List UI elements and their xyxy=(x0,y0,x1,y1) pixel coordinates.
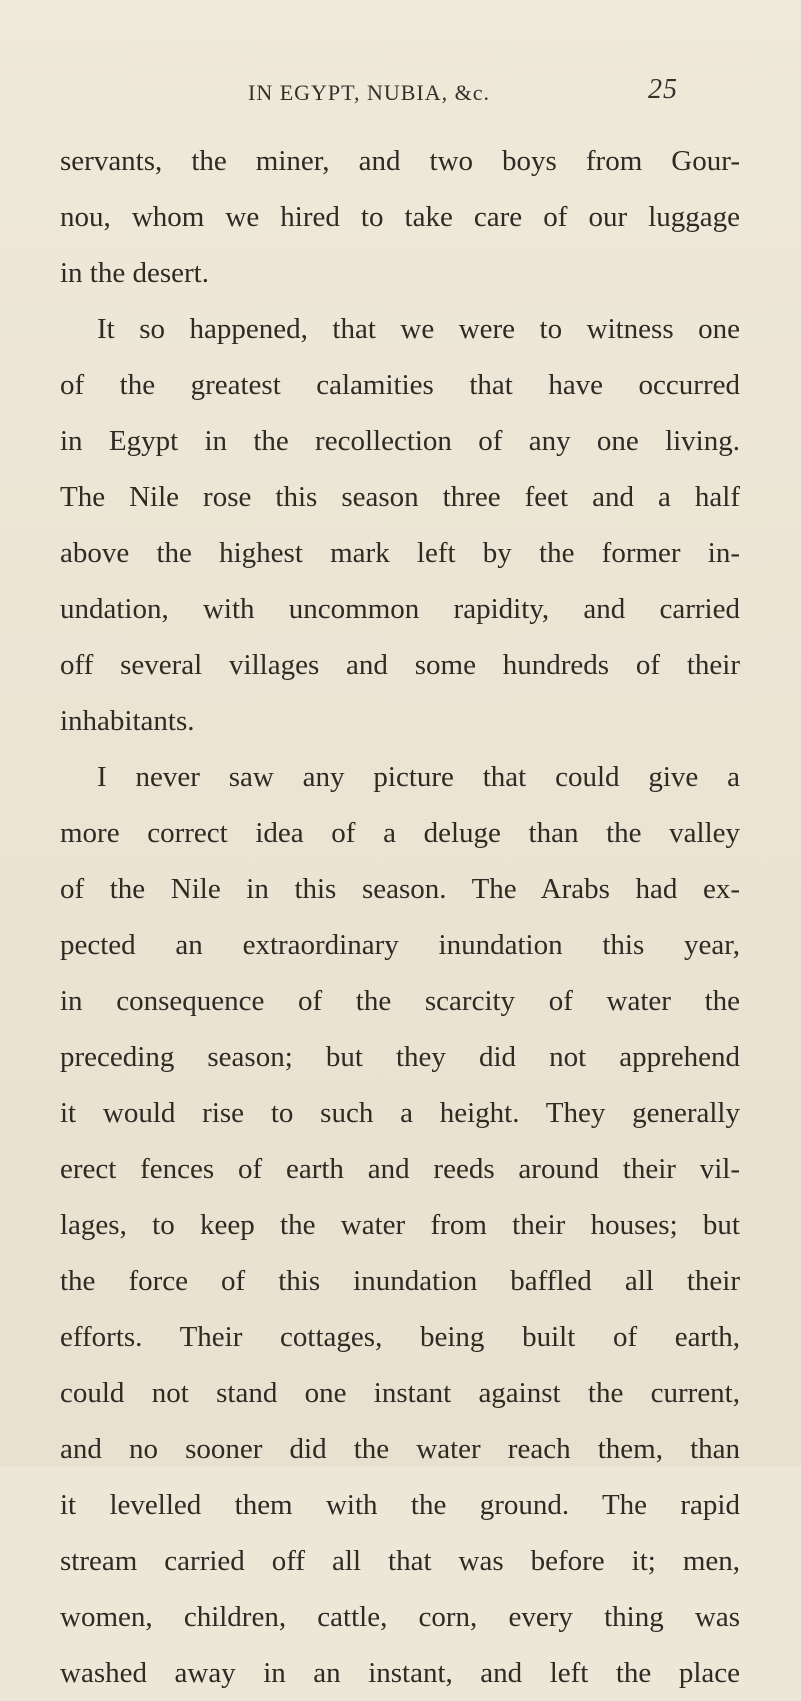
text-line: erect fences of earth and reeds around their vil- xyxy=(60,1153,740,1185)
text-line: I never saw any picture that could give a xyxy=(97,761,740,793)
text-line: nou, whom we hired to take care of our luggage xyxy=(60,201,740,233)
text-line: efforts. Their cottages, being built of earth, xyxy=(60,1321,740,1353)
text-line: off several villages and some hundreds of their xyxy=(60,649,740,681)
text-line: servants, the miner, and two boys from Gour- xyxy=(60,145,740,177)
text-line: could not stand one instant against the current, xyxy=(60,1377,740,1409)
text-line: pected an extraordinary inundation this year, xyxy=(60,929,740,961)
text-line: preceding season; but they did not apprehend xyxy=(60,1041,740,1073)
text-line: it levelled them with the ground. The rapid xyxy=(60,1489,740,1521)
text-line: the force of this inundation baffled all their xyxy=(60,1265,740,1297)
text-line: inhabitants. xyxy=(60,705,195,737)
text-line: The Nile rose this season three feet and a half xyxy=(60,481,740,513)
text-line: above the highest mark left by the former in- xyxy=(60,537,740,569)
text-line: It so happened, that we were to witness one xyxy=(97,313,740,345)
text-line: and no sooner did the water reach them, than xyxy=(60,1433,740,1465)
text-line: stream carried off all that was before it; men, xyxy=(60,1545,740,1577)
text-line: in consequence of the scarcity of water the xyxy=(60,985,740,1017)
text-line: of the Nile in this season. The Arabs had ex- xyxy=(60,873,740,905)
running-title: IN EGYPT, NUBIA, &c. xyxy=(248,80,491,105)
text-line: women, children, cattle, corn, every thing was xyxy=(60,1601,740,1633)
text-line: lages, to keep the water from their houses; but xyxy=(60,1209,740,1241)
text-line: more correct idea of a deluge than the valley xyxy=(60,817,740,849)
text-line: washed away in an instant, and left the place xyxy=(60,1657,740,1689)
text-line: undation, with uncommon rapidity, and carried xyxy=(60,593,740,625)
text-line: in Egypt in the recollection of any one living. xyxy=(60,425,740,457)
body-text xyxy=(60,133,740,1701)
text-line: in the desert. xyxy=(60,257,209,289)
text-line: of the greatest calamities that have occurred xyxy=(60,369,740,401)
running-header xyxy=(248,74,678,110)
text-line: it would rise to such a height. They generally xyxy=(60,1097,740,1129)
page-number: 25 xyxy=(648,74,678,105)
